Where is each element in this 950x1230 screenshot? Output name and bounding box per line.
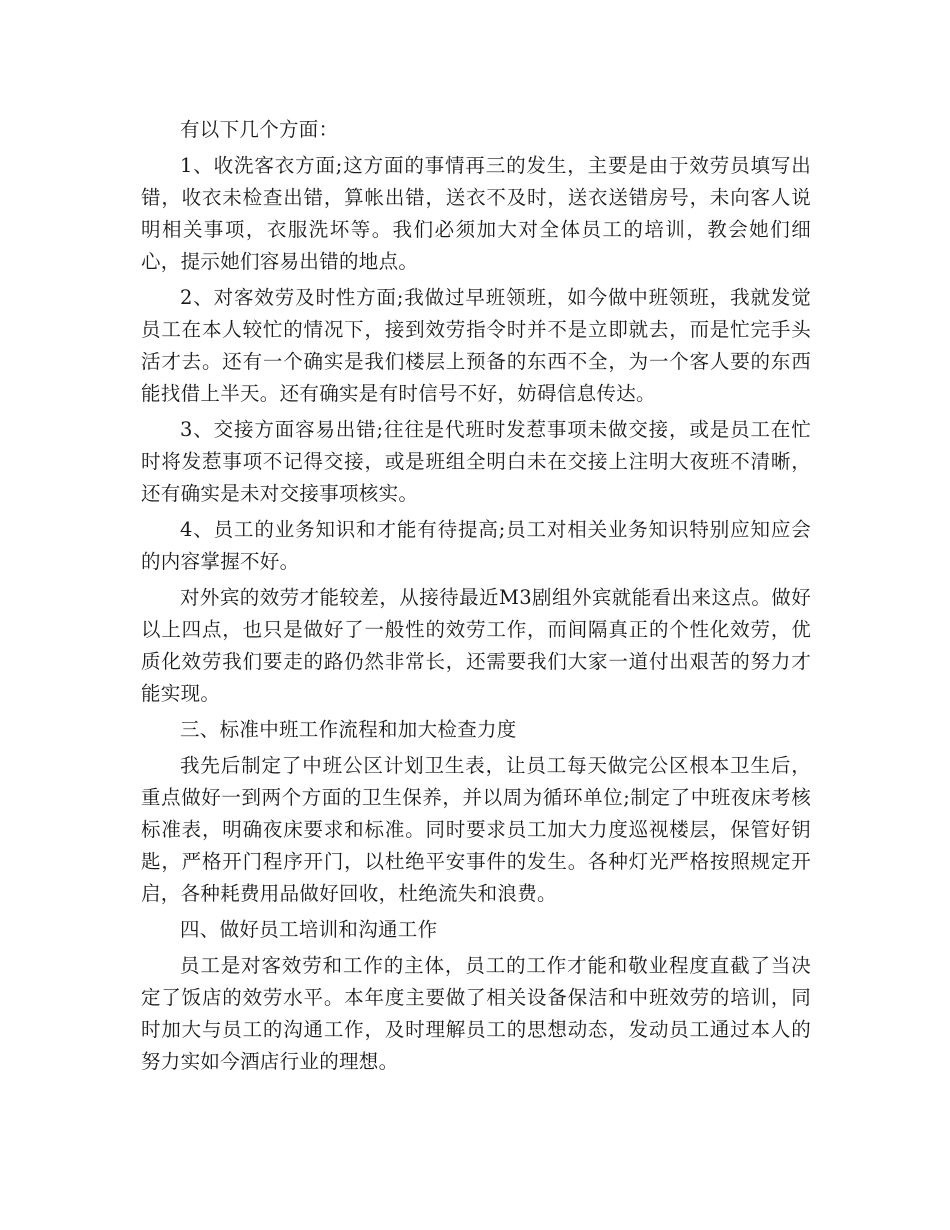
paragraph-point-3: 3、交接方面容易出错;往往是代班时发惹事项未做交接，或是员工在忙时将发惹事项不记得交接，或是班组全明白未在交接上注明大夜班不清晰，还有确实是未对交接事项核实。 xyxy=(141,418,811,505)
paragraph-section-4: 员工是对客效劳和工作的主体，员工的工作才能和敬业程度直截了当决定了饭店的效劳水平。本年度主要做了相关设备保洁和中班效劳的培训，同时加大与员工的沟通工作，及时理解员工的思想动态，发动员工通过本人的努力实如今酒店行业的理想。 xyxy=(141,954,811,1073)
paragraph-intro: 有以下几个方面： xyxy=(180,118,339,141)
section-heading-4: 四、做好员工培训和沟通工作 xyxy=(180,918,438,941)
paragraph-point-4: 4、员工的业务知识和才能有待提高;员工对相关业务知识特别应知应会的内容掌握不好。 xyxy=(141,518,811,573)
paragraph-foreign-guests: 对外宾的效劳才能较差，从接待最近M3剧组外宾就能看出来这点。做好以上四点，也只是做好了一般性的效劳工作，而间隔真正的个性化效劳，优质化效劳我们要走的路仍然非常长，还需要我们大家一道付出艰苦的努力才能实现。 xyxy=(141,586,811,705)
paragraph-point-1: 1、收洗客衣方面;这方面的事情再三的发生，主要是由于效劳员填写出错，收衣未检查出错，算帐出错，送衣不及时，送衣送错房号，未向客人说明相关事项，衣服洗坏等。我们必须加大对全体员工的培训，教会她们细心，提示她们容易出错的地点。 xyxy=(141,154,811,273)
document-body xyxy=(141,114,811,1082)
paragraph-section-3: 我先后制定了中班公区计划卫生表，让员工每天做完公区根本卫生后，重点做好一到两个方面的卫生保养，并以周为循环单位;制定了中班夜床考核标准表，明确夜床要求和标准。同时要求员工加大力度巡视楼层，保管好钥匙，严格开门程序开门，以杜绝平安事件的发生。各种灯光严格按照规定开启，各种耗费用品做好回收，杜绝流失和浪费。 xyxy=(141,754,811,905)
paragraph-point-2: 2、对客效劳及时性方面;我做过早班领班，如今做中班领班，我就发觉员工在本人较忙的情况下，接到效劳指令时并不是立即就去，而是忙完手头活才去。还有一个确实是我们楼层上预备的东西不全，为一个客人要的东西能找借上半天。还有确实是有时信号不好，妨碍信息传达。 xyxy=(141,286,811,405)
section-heading-3: 三、标准中班工作流程和加大检查力度 xyxy=(180,718,517,741)
